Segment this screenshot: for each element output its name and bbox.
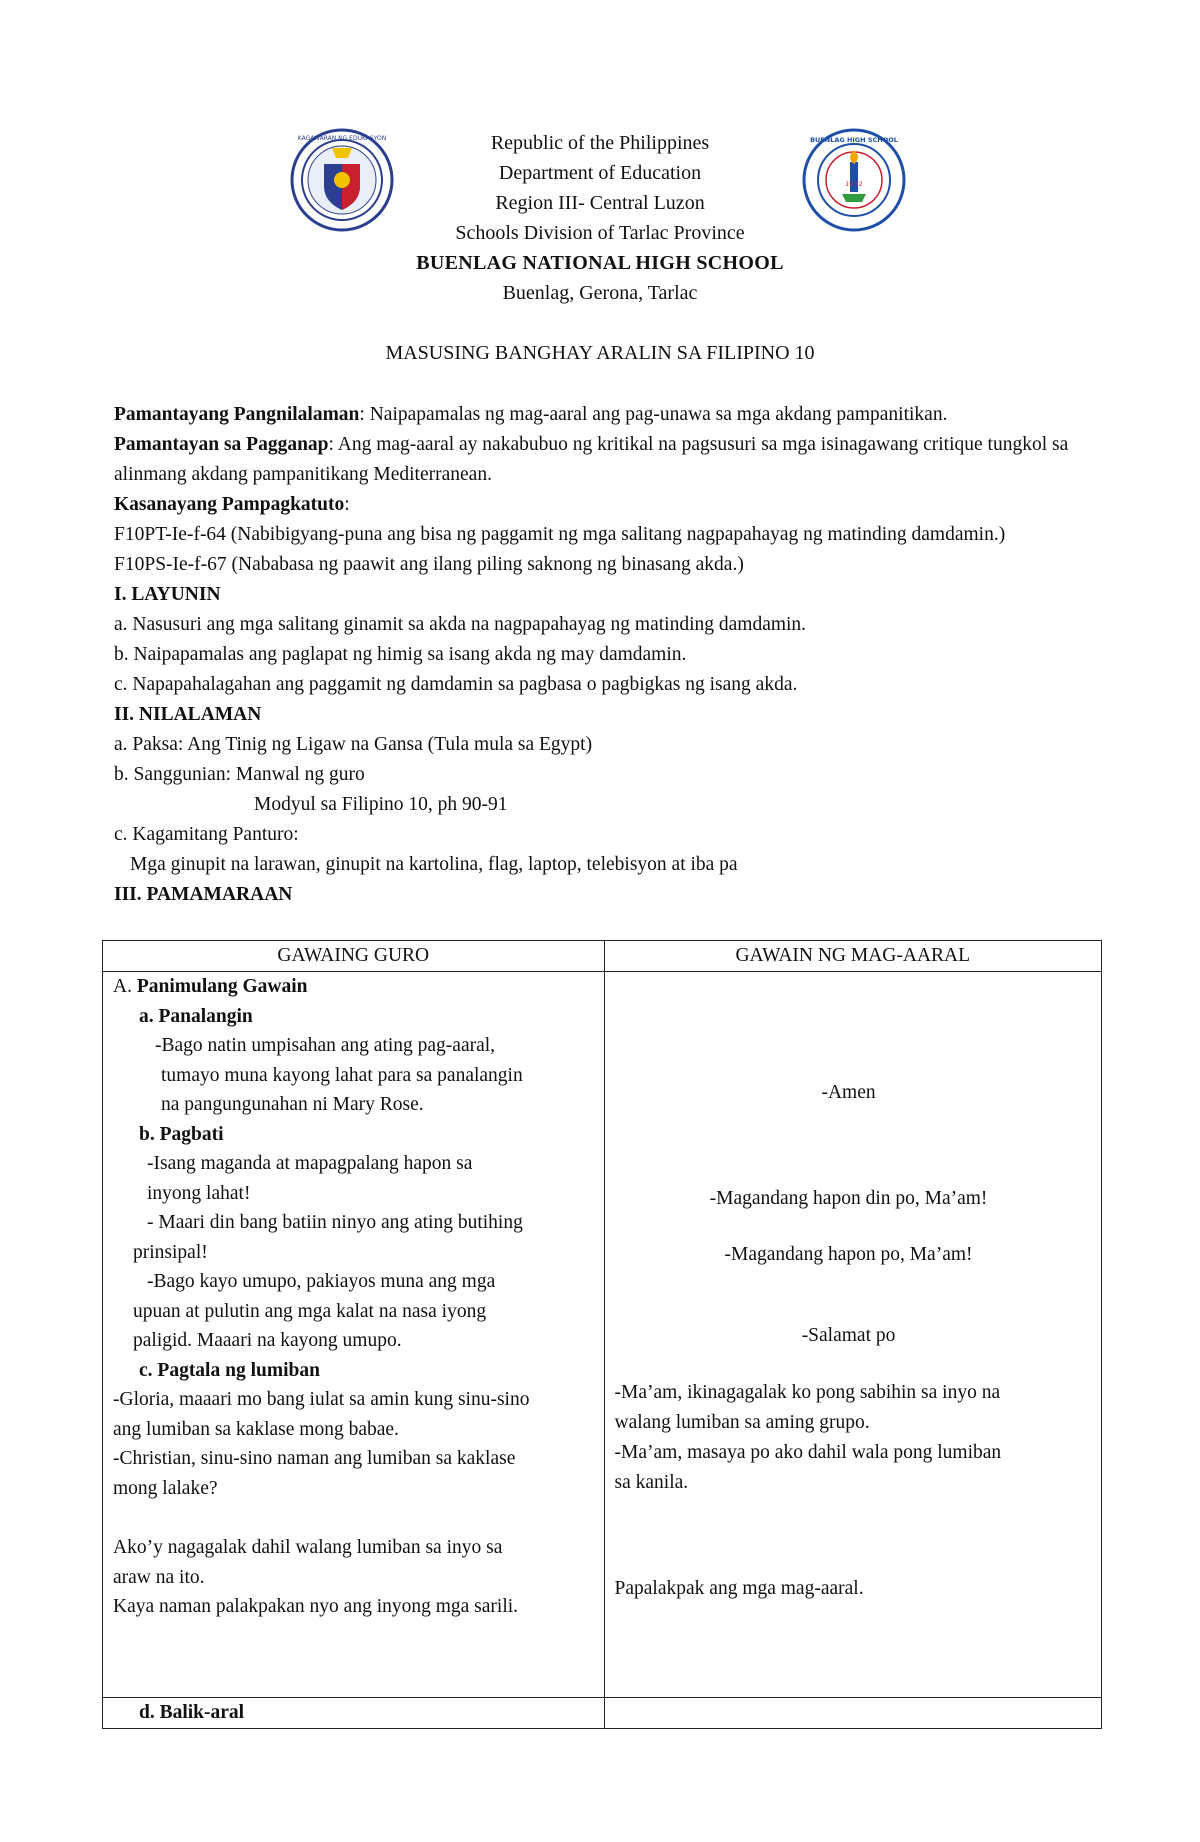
competency-colon: : <box>344 494 350 515</box>
student-response-report-2b: sa kanila. <box>614 1472 689 1493</box>
balik-aral-student-cell <box>604 1698 1101 1729</box>
teacher-line: paligid. Maaari na kayong umupo. <box>133 1330 402 1351</box>
layunin-b: b. Naipapamalas ang paglapat ng himig sa isang akda ng may damdamin. <box>114 644 687 665</box>
lesson-body <box>114 400 1104 910</box>
student-response-amen: -Amen <box>821 1082 876 1103</box>
student-response-greet-2: -Magandang hapon po, Ma’am! <box>724 1244 973 1265</box>
nilalaman-modyul: Modyul sa Filipino 10, ph 90-91 <box>254 794 508 815</box>
nilalaman-kagamitan: c. Kagamitang Panturo: <box>114 824 299 845</box>
table-row <box>103 972 1102 1698</box>
teacher-line: Kaya naman palakpakan nyo ang inyong mga sarili. <box>113 1596 519 1617</box>
layunin-c: c. Napapahalagahan ang paggamit ng damdamin sa pagbasa o pagbigkas ng isang akda. <box>114 674 798 695</box>
teacher-activities-cell <box>103 972 605 1698</box>
competency-heading <box>114 490 1104 520</box>
letterhead <box>0 128 1200 308</box>
table-row <box>103 1698 1102 1729</box>
panalangin-label: a. Panalangin <box>139 1005 253 1027</box>
teacher-line: mong lalake? <box>113 1477 218 1499</box>
teacher-line: upuan at pulutin ang mga kalat na nasa iyong <box>133 1300 487 1322</box>
header-department: Department of Education <box>498 162 702 184</box>
section-a-label: Panimulang Gawain <box>136 976 308 997</box>
table-header-row <box>103 941 1102 972</box>
school-seal-text: BUENLAG HIGH SCHOOL <box>810 136 898 144</box>
content-standard-label: Pamantayang Pangnilalaman <box>114 404 360 425</box>
performance-standard <box>114 430 1104 490</box>
student-response-greet-1: -Magandang hapon din po, Ma’am! <box>709 1188 988 1209</box>
teacher-line: -Bago natin umpisahan ang ating pag-aaral, <box>155 1035 496 1056</box>
header-division: Schools Division of Tarlac Province <box>455 222 745 244</box>
header-school-name: BUENLAG NATIONAL HIGH SCHOOL <box>416 252 784 274</box>
teacher-line: tumayo muna kayong lahat para sa panalangin <box>161 1064 523 1086</box>
pamamaraan-heading: III. PAMAMARAAN <box>114 884 293 905</box>
nilalaman-paksa: a. Paksa: Ang Tinig ng Ligaw na Gansa (Tula mula sa Egypt) <box>114 734 593 755</box>
student-response-report-1a: -Ma’am, ikinagagalak ko pong sabihin sa inyo na <box>614 1382 1001 1403</box>
teacher-line: ang lumiban sa kaklase mong babae. <box>113 1418 399 1440</box>
student-response-thanks: -Salamat po <box>801 1325 896 1346</box>
deped-seal-text: KAGAWARAN NG EDUKASYON <box>297 135 387 142</box>
balik-aral-label: d. Balik-aral <box>139 1702 245 1723</box>
teacher-line: na pangungunahan ni Mary Rose. <box>161 1094 424 1115</box>
header-address: Buenlag, Gerona, Tarlac <box>502 282 698 304</box>
performance-standard-text: : Ang mag-aaral ay nakabubuo ng kritikal na pagsusuri sa mga isinagawang critique tungkol sa alinmang akdang pampanitikang Mediterranean. <box>114 434 1069 485</box>
header-region: Region III- Central Luzon <box>495 192 705 214</box>
competency-label: Kasanayang Pampagkatuto <box>114 494 345 515</box>
section-a-prefix: A. <box>113 976 137 997</box>
nilalaman-sanggunian: b. Sanggunian: Manwal ng guro <box>114 764 365 785</box>
teacher-line: - Maari din bang batiin ninyo ang ating butihing <box>147 1212 523 1233</box>
teacher-line: inyong lahat! <box>147 1182 251 1204</box>
student-response-report-2a: -Ma’am, masaya po ako dahil wala pong lumiban <box>614 1442 1002 1463</box>
layunin-heading: I. LAYUNIN <box>114 584 221 605</box>
teacher-line: Ako’y nagagalak dahil walang lumiban sa inyo sa <box>113 1537 503 1558</box>
teacher-line: -Christian, sinu-sino naman ang lumiban sa kaklase <box>113 1448 516 1469</box>
header-republic: Republic of the Philippines <box>490 132 710 154</box>
competency-2: F10PS-Ie-f-67 (Nababasa ng paawit ang ilang piling saknong ng binasang akda.) <box>114 554 744 575</box>
balik-aral-cell <box>103 1698 605 1729</box>
content-standard <box>114 400 1104 430</box>
document-title: MASUSING BANGHAY ARALIN SA FILIPINO 10 <box>385 342 815 364</box>
nilalaman-heading: II. NILALAMAN <box>114 704 262 725</box>
teacher-line: -Gloria, maaari mo bang iulat sa amin kung sinu-sino <box>113 1389 530 1410</box>
performance-standard-label: Pamantayan sa Pagganap <box>114 434 329 455</box>
student-activities-cell <box>604 972 1101 1698</box>
layunin-a: a. Nasusuri ang mga salitang ginamit sa akda na nagpapahayag ng matinding damdamin. <box>114 614 807 635</box>
column-header-teacher: GAWAING GURO <box>103 941 605 972</box>
student-response-clap: Papalakpak ang mga mag-aaral. <box>614 1578 864 1599</box>
pagbati-label: b. Pagbati <box>139 1123 224 1145</box>
nilalaman-materials: Mga ginupit na larawan, ginupit na kartolina, flag, laptop, telebisyon at iba pa <box>130 854 738 875</box>
competency-1: F10PT-Ie-f-64 (Nabibigyang-puna ang bisa ng paggamit ng mga salitang nagpapahayag ng matinding damdamin.) <box>114 524 1006 545</box>
content-standard-text: : Naipapamalas ng mag-aaral ang pag-unawa sa mga akdang pampanitikan. <box>359 404 948 425</box>
school-seal-year: 19 72 <box>845 181 863 188</box>
teacher-line: araw na ito. <box>113 1566 205 1588</box>
teacher-line: prinsipal! <box>133 1241 208 1263</box>
teacher-line: -Isang maganda at mapagpalang hapon sa <box>147 1153 473 1174</box>
pagtala-label: c. Pagtala ng lumiban <box>139 1359 320 1381</box>
teacher-line: -Bago kayo umupo, pakiayos muna ang mga <box>147 1271 496 1292</box>
student-response-report-1b: walang lumiban sa aming grupo. <box>614 1412 870 1433</box>
section-a-heading <box>113 972 594 1002</box>
column-header-student: GAWAIN NG MAG-AARAL <box>604 941 1101 972</box>
procedure-table <box>102 940 1102 1729</box>
